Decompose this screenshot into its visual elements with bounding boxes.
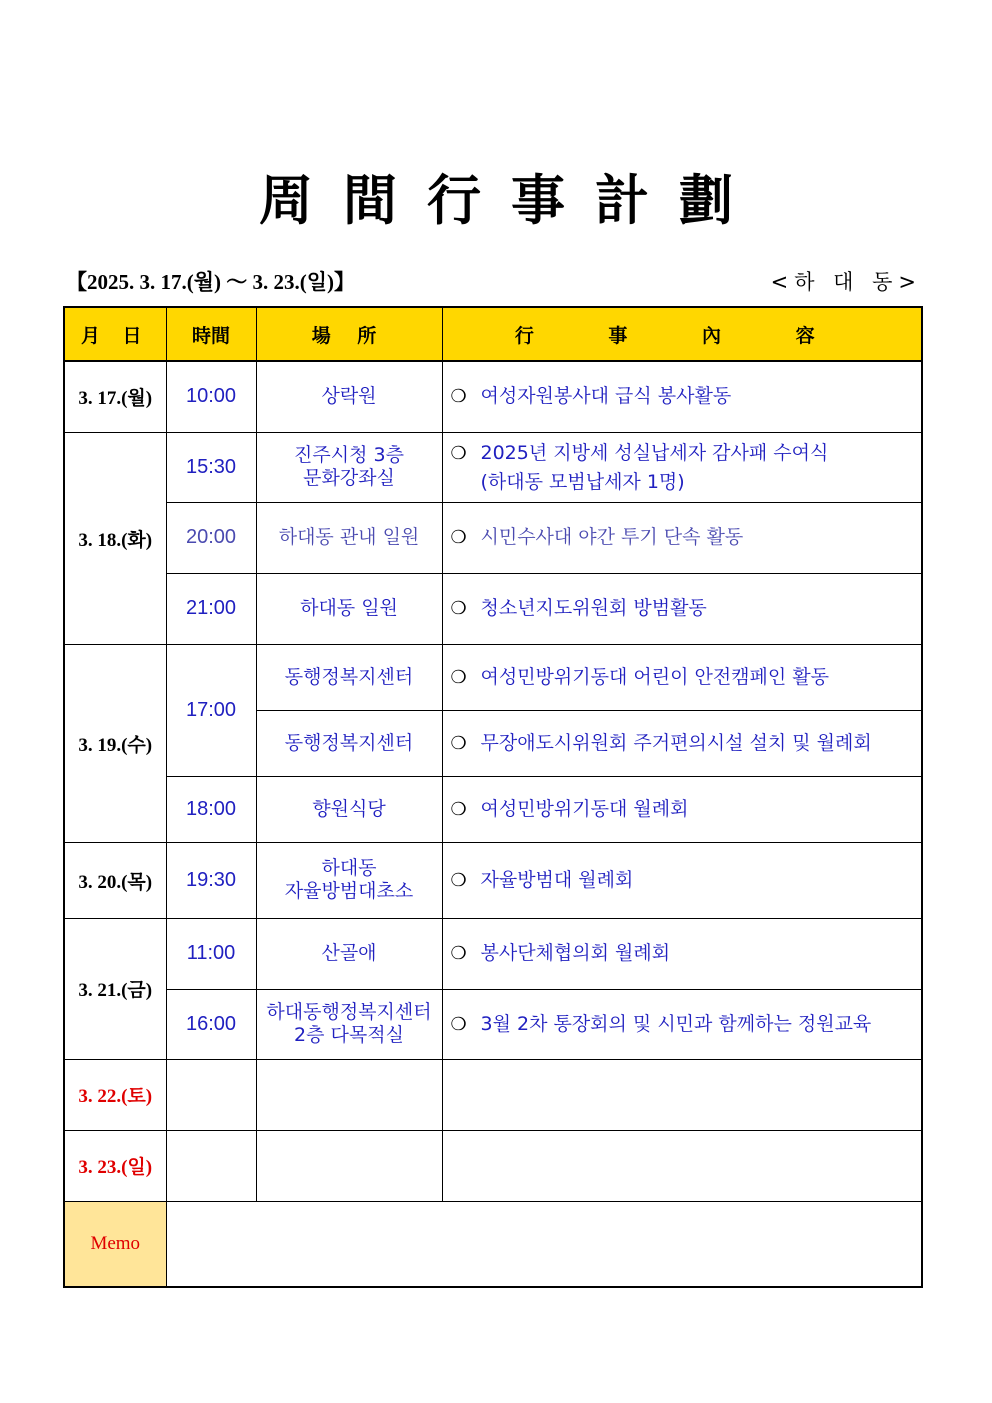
content-text: 여성민방위기동대 어린이 안전캠페인 활동 <box>480 665 829 688</box>
content-cell <box>442 842 922 918</box>
memo-row <box>64 1201 922 1287</box>
memo-area <box>166 1201 922 1287</box>
place-cell: 하대동 관내 일원 <box>256 502 442 573</box>
memo-label: Memo <box>64 1201 166 1287</box>
bullet-icon: ❍ <box>450 869 467 891</box>
header-place: 場 所 <box>256 307 442 361</box>
period-range: 【2025. 3. 17.(월) ～ 3. 23.(일)】 <box>66 270 356 294</box>
table-row <box>64 1059 922 1130</box>
place-cell: 산골애 <box>256 918 442 989</box>
schedule-table <box>63 306 923 1288</box>
date-cell: 3. 19.(수) <box>64 644 166 842</box>
content-cell <box>442 573 922 644</box>
content-text: 시민수사대 야간 투기 단속 활동 <box>480 526 744 548</box>
table-row <box>64 842 922 918</box>
bullet-icon: ❍ <box>450 598 467 619</box>
content-text: 여성민방위기동대 월례회 <box>480 797 689 820</box>
content-cell <box>442 776 922 842</box>
content-cell <box>442 918 922 989</box>
place-cell: 하대동 일원 <box>256 573 442 644</box>
content-text: 여성자원봉사대 급식 봉사활동 <box>480 385 732 408</box>
table-row <box>64 918 922 989</box>
place-line: 하대동 <box>321 857 377 879</box>
place-cell: 동행정복지센터 <box>256 710 442 776</box>
place-cell <box>256 432 442 502</box>
time-cell: 20:00 <box>166 502 256 573</box>
date-cell: 3. 20.(목) <box>64 842 166 918</box>
content-cell <box>442 710 922 776</box>
bullet-icon: ❍ <box>450 798 467 820</box>
place-cell <box>256 842 442 918</box>
bullet-icon: ❍ <box>450 386 467 408</box>
table-row <box>64 776 922 842</box>
bullet-icon: ❍ <box>450 527 467 548</box>
place-cell <box>256 989 442 1059</box>
dong-name: <하 대 동> <box>770 270 922 294</box>
place-line: 2층 다목적실 <box>294 1024 404 1046</box>
content-text: 3월 2차 통장회의 및 시민과 함께하는 정원교육 <box>480 1012 872 1035</box>
content-cell <box>442 361 922 432</box>
content-cell <box>442 989 922 1059</box>
content-text: 자율방범대 월례회 <box>480 868 634 891</box>
bullet-icon: ❍ <box>450 732 467 754</box>
bullet-icon: ❍ <box>450 442 467 464</box>
place-line: 하대동행정복지센터 <box>266 1001 432 1023</box>
time-cell: 21:00 <box>166 573 256 644</box>
content-text: 청소년지도위원회 방범활동 <box>480 597 707 619</box>
page-title: 周間行事計劃 <box>259 168 763 232</box>
content-cell <box>442 1130 922 1201</box>
table-row <box>64 432 922 502</box>
time-cell: 16:00 <box>166 989 256 1059</box>
date-cell: 3. 17.(월) <box>64 361 166 432</box>
table-row <box>64 502 922 573</box>
content-text: 봉사단체협의회 월례회 <box>480 942 671 964</box>
content-text: 무장애도시위원회 주거편의시설 설치 및 월례회 <box>480 731 872 754</box>
content-text: (하대동 모범납세자 1명) <box>480 470 685 493</box>
place-line: 자율방범대초소 <box>284 880 414 902</box>
date-cell: 3. 18.(화) <box>64 432 166 644</box>
place-line: 문화강좌실 <box>303 467 395 489</box>
header-content: 行 事 內 容 <box>442 307 922 361</box>
header-date: 月 日 <box>64 307 166 361</box>
table-row <box>64 644 922 710</box>
place-cell: 향원식당 <box>256 776 442 842</box>
content-cell <box>442 644 922 710</box>
content-text: 2025년 지방세 성실납세자 감사패 수여식 <box>480 441 829 464</box>
bullet-icon: ❍ <box>450 1013 467 1035</box>
place-cell: 동행정복지센터 <box>256 644 442 710</box>
date-cell: 3. 21.(금) <box>64 918 166 1059</box>
bullet-icon: ❍ <box>450 666 467 688</box>
time-cell: 11:00 <box>166 918 256 989</box>
place-line: 진주시청 3층 <box>294 444 404 466</box>
time-cell: 18:00 <box>166 776 256 842</box>
time-cell: 17:00 <box>166 644 256 776</box>
time-cell: 10:00 <box>166 361 256 432</box>
content-cell <box>442 432 922 502</box>
time-cell <box>166 1059 256 1130</box>
content-cell <box>442 502 922 573</box>
place-cell <box>256 1130 442 1201</box>
header-time: 時間 <box>166 307 256 361</box>
table-row <box>64 573 922 644</box>
table-row <box>64 989 922 1059</box>
place-cell <box>256 1059 442 1130</box>
table-header-row <box>64 307 922 361</box>
date-cell: 3. 23.(일) <box>64 1130 166 1201</box>
date-cell: 3. 22.(토) <box>64 1059 166 1130</box>
time-cell <box>166 1130 256 1201</box>
place-cell: 상락원 <box>256 361 442 432</box>
time-cell: 19:30 <box>166 842 256 918</box>
table-row <box>64 361 922 432</box>
time-cell: 15:30 <box>166 432 256 502</box>
content-cell <box>442 1059 922 1130</box>
bullet-icon: ❍ <box>450 943 467 964</box>
table-row <box>64 1130 922 1201</box>
